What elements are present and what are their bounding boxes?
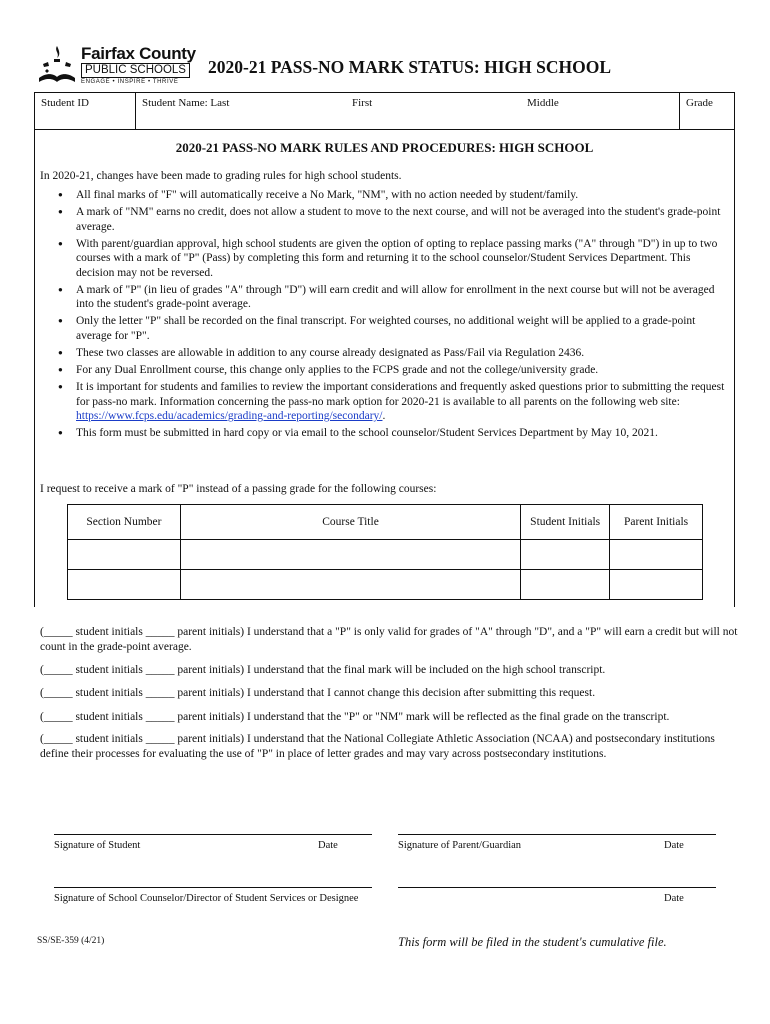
list-item: ● A mark of "P" (in lieu of grades "A" through "D") will earn credit and will allow for enrollment in the next course but will not be averaged into the student's grade-point average.: [58, 283, 730, 312]
list-item: ● This form must be submitted in hard copy or via email to the school counselor/Student Services Department by May 10, 2021.: [58, 426, 730, 441]
course-title-cell[interactable]: [180, 570, 520, 600]
table-header-row: [68, 505, 703, 540]
parent-initials-cell[interactable]: [610, 540, 703, 570]
logo-line1: Fairfax County: [81, 44, 196, 63]
first-name-field[interactable]: [346, 93, 521, 129]
student-initials-cell[interactable]: [521, 540, 610, 570]
column-header: Section Number: [68, 505, 181, 540]
parent-date-label: Date: [664, 840, 684, 851]
rules-title: 2020-21 PASS-NO MARK RULES AND PROCEDURES: HIGH SCHOOL: [175, 140, 594, 155]
column-header: Student Initials: [521, 505, 610, 540]
parent-signature-label: Signature of Parent/Guardian: [398, 840, 522, 851]
web-text-end: .: [382, 410, 386, 423]
acknowledgment-4[interactable]: (_____ student initials _____ parent initials) I understand that the "P" or "NM" mark will be reflected as the final grade on the transcript.: [40, 711, 670, 723]
student-signature-line[interactable]: [54, 834, 372, 835]
acknowledgment-2[interactable]: (_____ student initials _____ parent initials) I understand that the final mark will be included on the high school transcript.: [40, 664, 606, 676]
list-item: ● With parent/guardian approval, high school students are given the option of opting to replace passing marks ("A" through "D") in up to two courses with a mark of "P" (Pass) by completing this form and returning it to the school counselor/Student Services Department. This decision may not be reversed.: [58, 237, 730, 281]
list-item-web: [58, 380, 730, 424]
student-signature-label: Signature of Student: [54, 840, 141, 851]
counselor-signature-label: Signature of School Counselor/Director of Student Services or Designee: [54, 893, 359, 904]
table-row: [68, 570, 703, 600]
section-number-cell[interactable]: [68, 540, 181, 570]
student-info-grid: [34, 92, 735, 130]
parent-initials-cell[interactable]: [610, 570, 703, 600]
course-table: [67, 504, 703, 600]
student-id-field[interactable]: [35, 93, 135, 129]
rules-list: [58, 188, 730, 443]
form-code: SS/SE-359 (4/21): [37, 936, 105, 946]
grade-label: Grade: [686, 97, 713, 109]
column-header: Parent Initials: [610, 505, 703, 540]
student-initials-cell[interactable]: [521, 570, 610, 600]
fcps-logo: [37, 44, 197, 88]
list-item: ● Only the letter "P" shall be recorded on the final transcript. For weighted courses, no additional weight will be applied to a grade-point average for "P".: [58, 314, 730, 343]
counselor-date-line[interactable]: [398, 887, 716, 888]
student-id-label: Student ID: [41, 97, 89, 109]
logo-line2: PUBLIC SCHOOLS: [81, 63, 190, 78]
acknowledgment-3[interactable]: (_____ student initials _____ parent initials) I understand that I cannot change this decision after submitting this request.: [40, 687, 596, 699]
middle-name-field[interactable]: [521, 93, 679, 129]
middle-name-label: Middle: [527, 97, 559, 109]
column-header: Course Title: [180, 505, 520, 540]
request-statement: I request to receive a mark of "P" instead of a passing grade for the following courses:: [40, 483, 437, 495]
counselor-date-label: Date: [664, 893, 684, 904]
section-number-cell[interactable]: [68, 570, 181, 600]
list-item: ● All final marks of "F" will automatically receive a No Mark, "NM", with no action needed by student/family.: [58, 188, 730, 203]
document-title: 2020-21 PASS-NO MARK STATUS: HIGH SCHOOL: [208, 57, 612, 77]
web-text: It is important for students and families to review the important considerations and frequently asked questions prior to submitting the request for pass-no mark. Information concerning the pass-no mark option for 2020-21 is available to all parents on the following web site:: [76, 381, 725, 408]
lamp-book-icon: [37, 44, 77, 86]
last-name-field[interactable]: [136, 93, 346, 129]
list-item: ● A mark of "NM" earns no credit, does not allow a student to move to the next course, and will not be averaged into the student's grade-point average.: [58, 205, 730, 234]
student-date-label: Date: [318, 840, 338, 851]
first-name-label: First: [352, 97, 373, 109]
filed-note: This form will be filed in the student's cumulative file.: [398, 935, 667, 949]
counselor-signature-line[interactable]: [54, 887, 372, 888]
table-row: [68, 540, 703, 570]
fcps-grading-link[interactable]: https://www.fcps.edu/academics/grading-and-reporting/secondary/: [76, 410, 383, 423]
last-name-label: Student Name: Last: [142, 97, 230, 109]
rules-intro: In 2020-21, changes have been made to grading rules for high school students.: [40, 170, 402, 182]
grade-field[interactable]: [680, 93, 735, 129]
acknowledgment-1[interactable]: (_____ student initials _____ parent initials) I understand that a "P" is only valid for grades of "A" through "D", and a "P" will earn a credit but will not count in the grade-point average.: [40, 626, 738, 653]
list-item: ● These two classes are allowable in addition to any course already designated as Pass/Fail via Regulation 2436.: [58, 346, 730, 361]
course-title-cell[interactable]: [180, 540, 520, 570]
logo-tagline: ENGAGE • INSPIRE • THRIVE: [81, 79, 179, 85]
parent-signature-line[interactable]: [398, 834, 716, 835]
acknowledgment-5[interactable]: (_____ student initials _____ parent initials) I understand that the National Collegiate Athletic Association (NCAA) and postsecondary institutions define their processes for evaluating the use of "P" in place of letter grades and may vary across postsecondary institutions.: [40, 733, 715, 760]
list-item: ● For any Dual Enrollment course, this change only applies to the FCPS grade and not the college/university grade.: [58, 363, 730, 378]
